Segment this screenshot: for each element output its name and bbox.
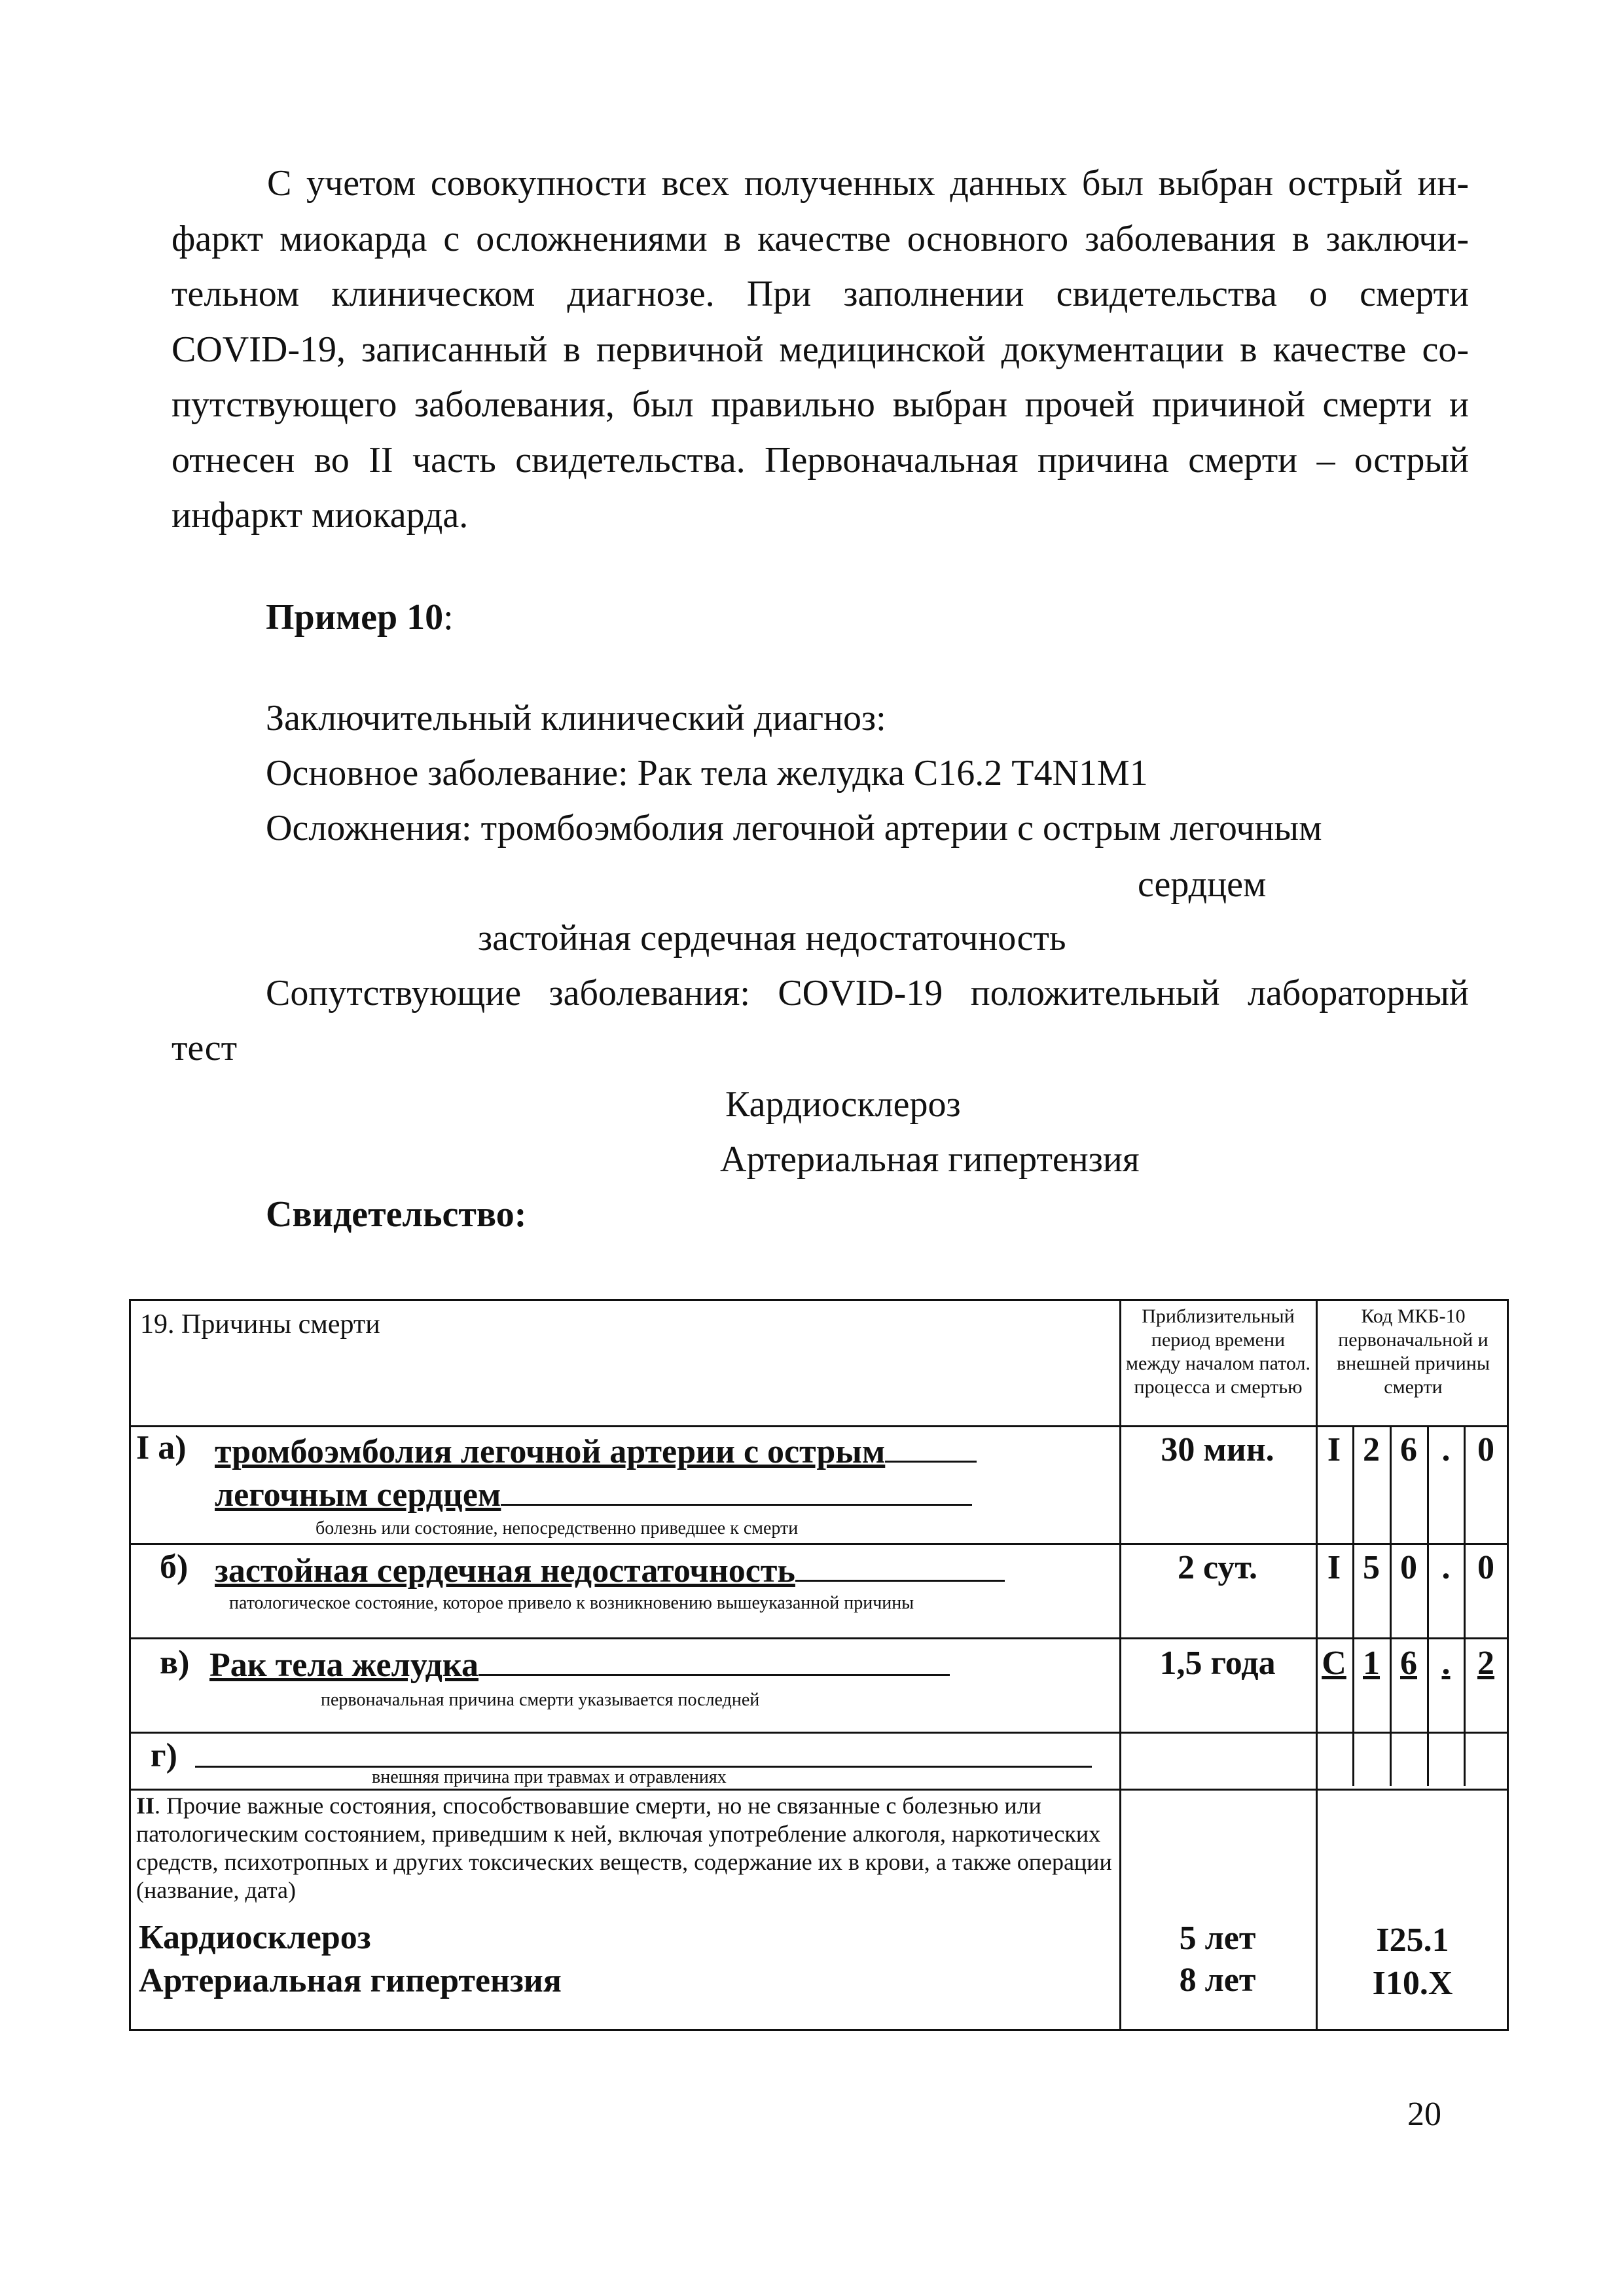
diagnosis-main: Основное заболевание: Рак тела желудка С16.2 T4N1M1 (266, 753, 1148, 793)
divider (131, 1732, 1507, 1734)
row-a-text-1: тромбоэмболия легочной артерии с острым (215, 1433, 886, 1470)
row-a-code-2: 2 (1363, 1431, 1380, 1468)
diagnosis-complications-3: застойная сердечная недостаточность (478, 918, 1066, 958)
part2-item-1-period: 5 лет (1179, 1920, 1256, 1957)
row-c-caption: первоначальная причина смерти указывается последней (321, 1690, 760, 1710)
row-c-code-2: 1 (1363, 1645, 1380, 1682)
row-b-text: застойная сердечная недостаточность (215, 1552, 795, 1590)
paragraph-line: COVID-19, записанный в первичной медицинской документации в качестве со- (171, 329, 1469, 370)
row-c-code-5: 2 (1477, 1645, 1494, 1682)
row-b-label: б) (160, 1548, 189, 1586)
row-b-period: 2 сут. (1177, 1549, 1258, 1586)
part2-item-2-period: 8 лет (1179, 1961, 1256, 1999)
page-number: 20 (1407, 2096, 1441, 2133)
blank-line (795, 1546, 1005, 1582)
diagnosis-concomitant-2: тест (171, 1028, 238, 1068)
row-b-caption: патологическое состояние, которое привело к возникновению вышеуказанной причины (229, 1593, 914, 1613)
row-c-label: в) (160, 1644, 190, 1681)
blank-line (478, 1640, 950, 1676)
paragraph-line: С учетом совокупности всех полученных данных был выбран острый ин- (267, 163, 1469, 204)
row-d-label: г) (151, 1737, 177, 1774)
row-c-text: Рак тела желудка (209, 1647, 478, 1684)
row-d-blank-line (195, 1736, 1092, 1768)
diagnosis-concomitant-3: Кардиосклероз (725, 1084, 961, 1125)
part2-text: . Прочие важные состояния, способствовавшие смерти, но не связанные с болезнью или патологическим состоянием, приведшим к ней, включая употребление алкоголя, наркотических средств, психотропных и других токсических веществ, содержание их в крови, а также операции (название, дата) (136, 1793, 1112, 1903)
row-c-code-1: С (1322, 1645, 1346, 1682)
causes-header: 19. Причины смерти (140, 1309, 380, 1339)
part2-item-2-code: I10.X (1372, 1965, 1453, 2002)
diagnosis-concomitant-4: Артериальная гипертензия (720, 1139, 1140, 1180)
row-b-text-wrap (215, 1546, 1005, 1593)
diagnosis-complications-2: сердцем (1138, 864, 1267, 905)
icd-code-header: Код МКБ-10 первоначальной и внешней причины смерти (1336, 1305, 1490, 1398)
row-c-code-4: . (1441, 1645, 1451, 1682)
row-b-code-3: 0 (1400, 1549, 1417, 1586)
diagnosis-heading: Заключительный клинический диагноз: (266, 698, 886, 738)
divider (131, 1543, 1507, 1545)
intro-paragraph (171, 156, 1469, 543)
row-b-code-4: . (1441, 1549, 1451, 1586)
divider (131, 1637, 1507, 1639)
paragraph-line: путствующего заболевания, был правильно выбран прочей причиной смерти и (171, 384, 1469, 425)
row-d-caption: внешняя причина при травмах и отравлениях (372, 1767, 727, 1787)
row-a-caption: болезнь или состояние, непосредственно приведшее к смерти (316, 1518, 799, 1539)
row-a-code-5: 0 (1477, 1431, 1494, 1468)
row-a-code-3: 6 (1400, 1431, 1417, 1468)
divider (131, 1789, 1507, 1791)
diagnosis-concomitant-1: Сопутствующие заболевания: COVID-19 положительный лабораторный (266, 973, 1469, 1013)
row-b-code-1: I (1327, 1549, 1341, 1586)
diagnosis-complications-1: Осложнения: тромбоэмболия легочной артерии с острым легочным (266, 808, 1322, 848)
row-b-code-2: 5 (1363, 1549, 1380, 1586)
row-a-period: 30 мин. (1161, 1431, 1274, 1468)
row-c-text-wrap (209, 1640, 950, 1687)
death-certificate-table (129, 1299, 1509, 2031)
row-a-code-4: . (1441, 1431, 1451, 1468)
row-a-code-1: I (1327, 1431, 1341, 1468)
part2-numeral: II (136, 1793, 155, 1819)
part2-item-2-name: Артериальная гипертензия (139, 1962, 562, 1999)
paragraph-line: инфаркт миокарда. (171, 495, 469, 536)
blank-line (501, 1470, 972, 1506)
paragraph-line: тельном клиническом диагнозе. При заполнении свидетельства о смерти (171, 274, 1469, 314)
row-a-text-2-wrap (215, 1470, 972, 1517)
row-b-code-5: 0 (1477, 1549, 1494, 1586)
row-a-text-2: легочным сердцем (215, 1476, 501, 1514)
example-title-colon: : (443, 597, 454, 638)
blank-line (885, 1427, 977, 1463)
part2-item-1-code: I25.1 (1376, 1922, 1449, 1959)
part2-item-1-name: Кардиосклероз (139, 1919, 371, 1956)
example-title (266, 594, 454, 640)
row-c-code-3: 6 (1400, 1645, 1417, 1682)
row-a-text-1-wrap (215, 1427, 977, 1474)
row-c-period: 1,5 года (1159, 1645, 1276, 1682)
row-a-label: I а) (136, 1429, 187, 1467)
period-header: Приблизительный период времени между началом патол. процесса и смертью (1126, 1305, 1310, 1398)
certificate-heading: Свидетельство: (266, 1194, 527, 1235)
paragraph-line: фаркт миокарда с осложнениями в качестве основного заболевания в заключи- (171, 218, 1469, 259)
paragraph-line: отнесен во II часть свидетельства. Первоначальная причина смерти – острый (171, 439, 1469, 481)
part2-description (136, 1792, 1115, 1904)
example-title-text: Пример 10 (266, 597, 444, 638)
